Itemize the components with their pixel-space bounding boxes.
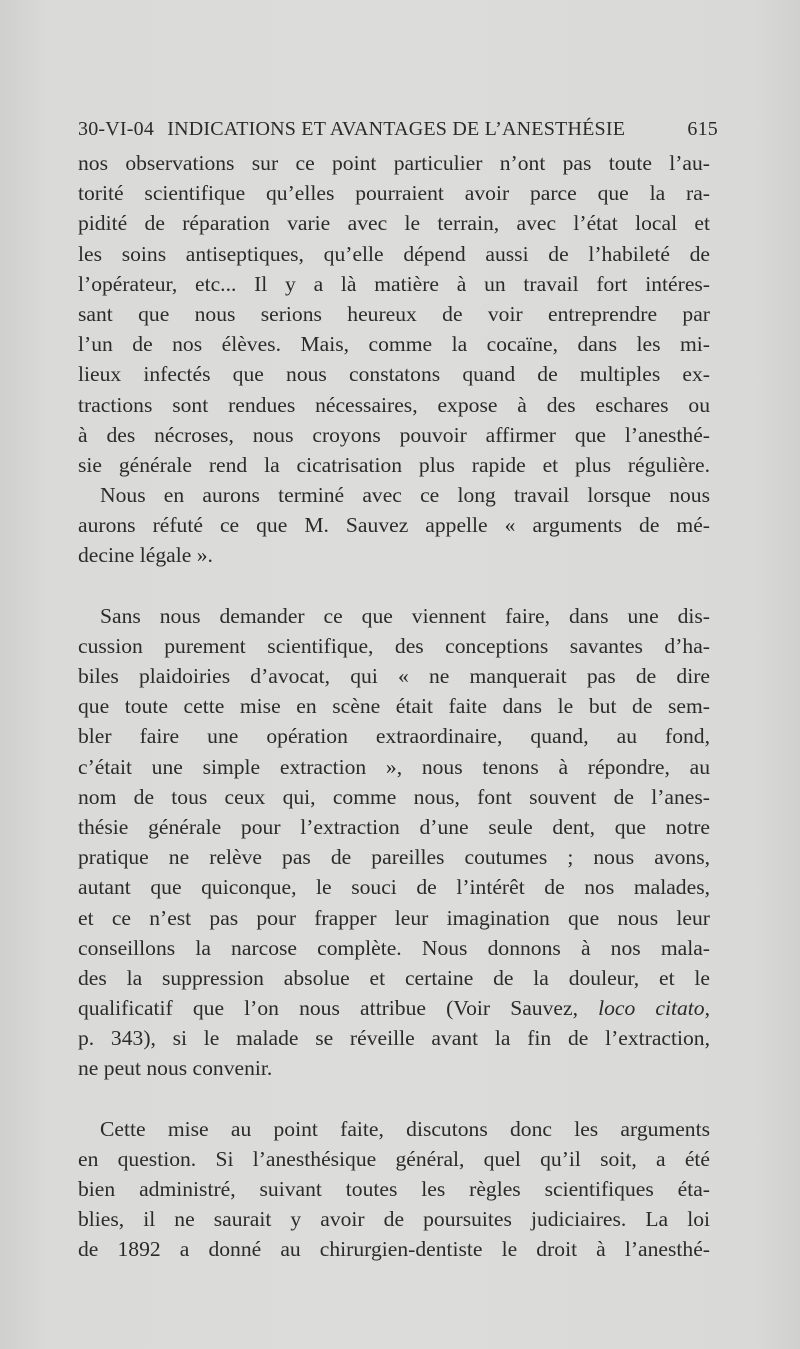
text-line: p. 343), si le malade se réveille avant la fin de l’extraction,	[78, 1026, 710, 1051]
text-line: des la suppression absolue et certaine de la douleur, et le	[78, 965, 710, 990]
text-line: lieux infectés que nous constatons quand de multiples ex-	[78, 362, 710, 387]
running-header	[78, 108, 718, 148]
text-line: cussion purement scientifique, des conceptions savantes d’ha-	[78, 633, 710, 658]
paragraph-3	[78, 601, 710, 1084]
text-line: de 1892 a donné au chirurgien-dentiste le droit à l’anesthé-	[78, 1237, 710, 1262]
signature-mark: 30-VI-04	[78, 118, 155, 140]
header-left	[78, 118, 625, 141]
text-line: à des nécroses, nous croyons pouvoir affirmer que l’anesthé-	[78, 422, 710, 447]
text-line: et ce n’est pas pour frapper leur imagination que nous leur	[78, 905, 710, 930]
text-line: Cette mise au point faite, discutons donc les arguments	[100, 1116, 710, 1141]
text-line: c’était une simple extraction », nous tenons à répondre, au	[78, 754, 710, 779]
page-number: 615	[687, 118, 718, 140]
paragraph-2	[78, 480, 710, 571]
running-title: INDICATIONS ET AVANTAGES DE L’ANESTHÉSIE	[167, 118, 626, 140]
text-line: bien administré, suivant toutes les règles scientifiques éta-	[78, 1177, 710, 1201]
paragraph-1	[78, 148, 710, 480]
text-line: sie générale rend la cicatrisation plus rapide et plus régulière.	[78, 452, 710, 477]
text-line: torité scientifique qu’elles pourraient avoir parce que la ra-	[78, 181, 710, 206]
text-line: ne peut nous convenir.	[78, 1056, 273, 1081]
text-line: Sans nous demander ce que viennent faire, dans une dis-	[100, 603, 710, 628]
text-line: nos observations sur ce point particulier n’ont pas toute l’au-	[78, 151, 710, 175]
text-line: nom de tous ceux qui, comme nous, font souvent de l’anes-	[78, 784, 710, 809]
text-line: blies, il ne saurait y avoir de poursuites judiciaires. La loi	[78, 1207, 710, 1232]
text-line: sant que nous serions heureux de voir entreprendre par	[78, 301, 710, 326]
text-line: pidité de réparation varie avec le terrain, avec l’état local et	[78, 211, 710, 236]
text-line: thésie générale pour l’extraction d’une seule dent, que notre	[78, 814, 710, 839]
text-line: Nous en aurons terminé avec ce long travail lorsque nous	[100, 483, 710, 508]
text-line: aurons réfuté ce que M. Sauvez appelle « arguments de mé-	[78, 513, 710, 538]
text-line: en question. Si l’anesthésique général, quel qu’il soit, a été	[78, 1146, 710, 1171]
text-line: pratique ne relève pas de pareilles coutumes ; nous avons,	[78, 845, 710, 870]
text-line: autant que quiconque, le souci de l’intérêt de nos malades,	[78, 875, 710, 900]
text-line: conseillons la narcose complète. Nous donnons à nos mala-	[78, 935, 710, 960]
text-line: qualificatif que l’on nous attribue (Voir Sauvez, loco citato,	[78, 996, 710, 1021]
text-line: que toute cette mise en scène était faite dans le but de sem-	[78, 694, 710, 719]
text-line: biles plaidoiries d’avocat, qui « ne manquerait pas de dire	[78, 664, 710, 688]
body-text	[78, 148, 710, 1265]
text-line: l’un de nos élèves. Mais, comme la cocaïne, dans les mi-	[78, 332, 710, 357]
paragraph-gap	[78, 571, 710, 601]
text-line: decine légale ».	[78, 543, 213, 568]
italic-citation: loco citato	[598, 996, 705, 1021]
text-line: les soins antiseptiques, qu’elle dépend aussi de l’habileté de	[78, 241, 710, 266]
text-line: bler faire une opération extraordinaire, quand, au fond,	[78, 724, 710, 749]
paragraph-gap	[78, 1084, 710, 1114]
paragraph-4	[78, 1114, 710, 1265]
text-line: tractions sont rendues nécessaires, expose à des eschares ou	[78, 392, 710, 417]
text-line: l’opérateur, etc... Il y a là matière à un travail fort intéres-	[78, 271, 710, 296]
